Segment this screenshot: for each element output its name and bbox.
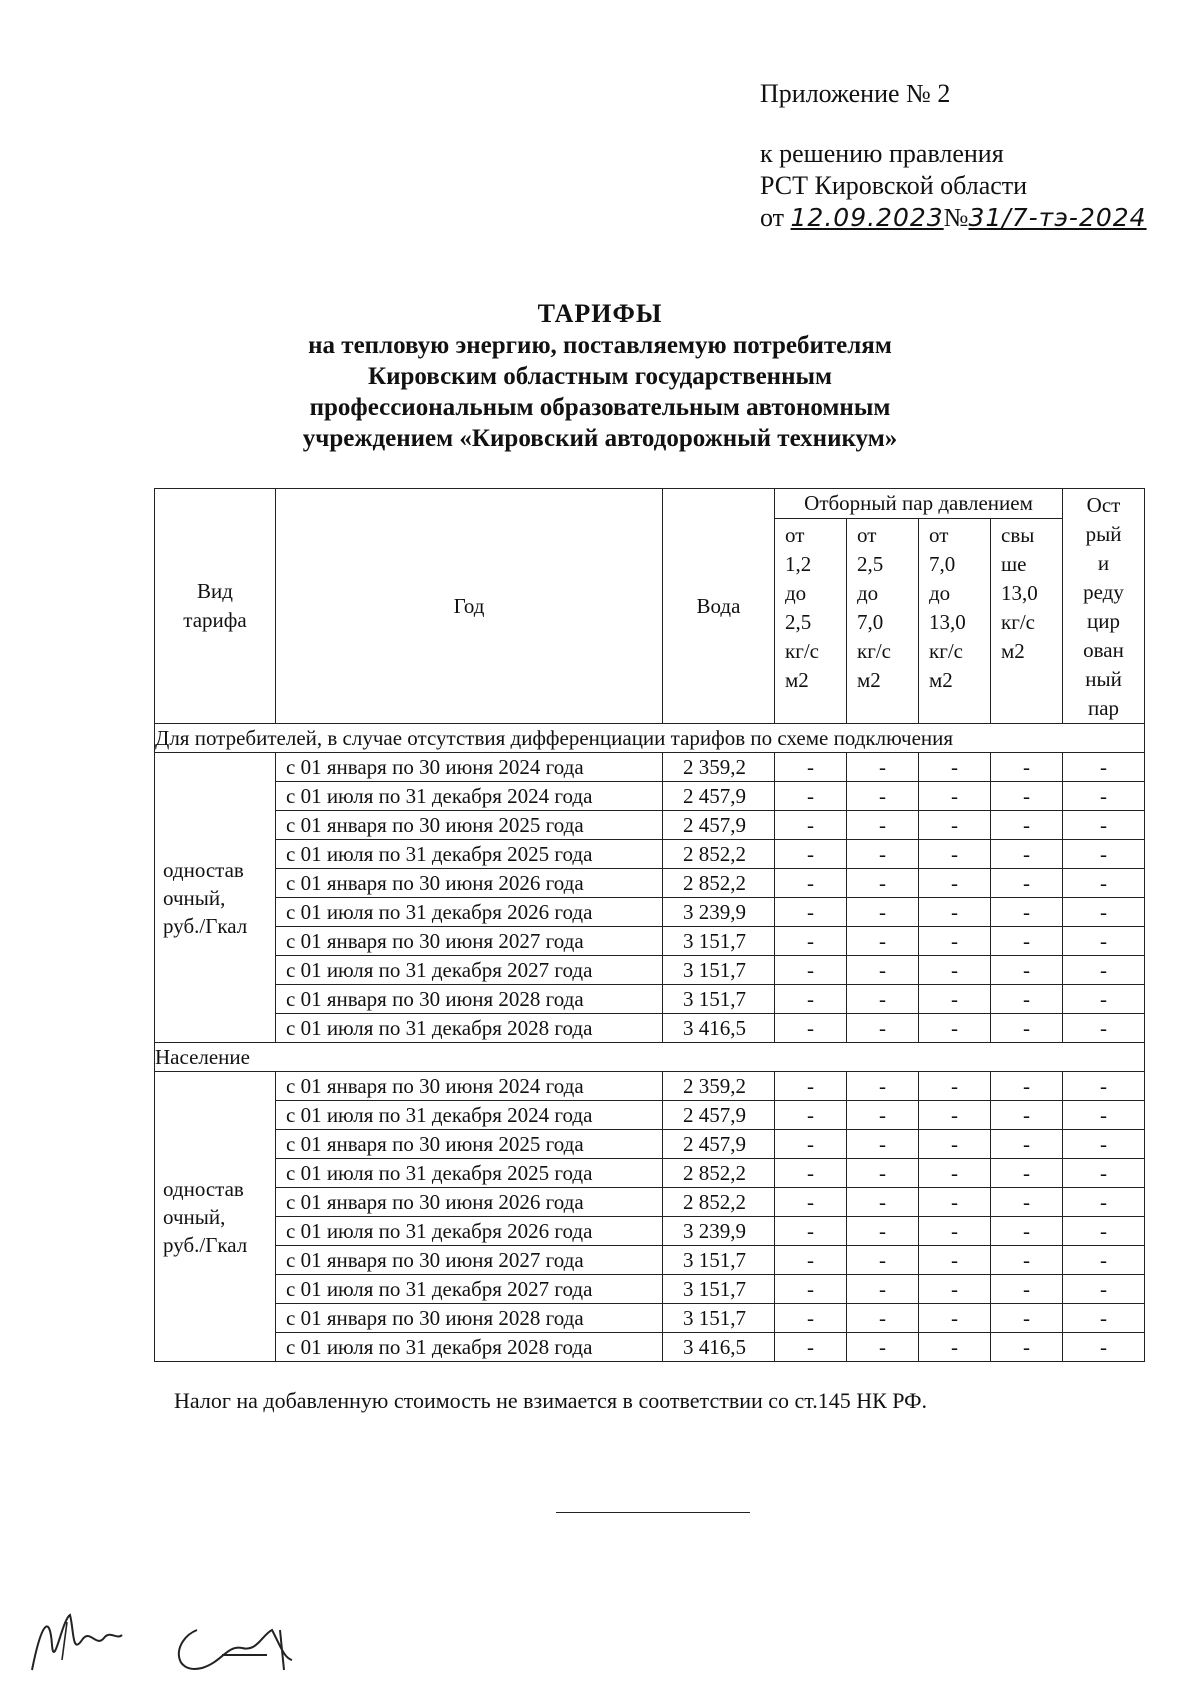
steam-cell: - <box>775 985 847 1014</box>
sharp-steam-cell: - <box>1063 1333 1145 1362</box>
water-tariff-cell: 2 852,2 <box>663 1159 775 1188</box>
table-row <box>155 1101 1145 1130</box>
appendix-date-line <box>760 202 1147 234</box>
water-tariff-cell: 3 239,9 <box>663 1217 775 1246</box>
steam-cell: - <box>847 1014 919 1043</box>
steam-cell: - <box>847 1101 919 1130</box>
period-cell: с 01 января по 30 июня 2027 года <box>276 927 663 956</box>
sharp-steam-cell: - <box>1063 927 1145 956</box>
steam-cell: - <box>775 1014 847 1043</box>
steam-cell: - <box>991 1130 1063 1159</box>
sharp-steam-cell: - <box>1063 1217 1145 1246</box>
table-row <box>155 1333 1145 1362</box>
steam-cell: - <box>775 1333 847 1362</box>
steam-cell: - <box>991 1159 1063 1188</box>
steam-cell: - <box>919 1275 991 1304</box>
water-tariff-cell: 2 457,9 <box>663 1101 775 1130</box>
sharp-steam-cell: - <box>1063 1304 1145 1333</box>
title-line-2: Кировским областным государственным <box>367 363 833 390</box>
table-body <box>155 724 1145 1362</box>
section-title: Для потребителей, в случае отсутствия дифференциации тарифов по схеме подключения <box>155 724 1145 753</box>
water-tariff-cell: 2 852,2 <box>663 869 775 898</box>
sharp-steam-cell: - <box>1063 1130 1145 1159</box>
steam-cell: - <box>847 927 919 956</box>
period-cell: с 01 июля по 31 декабря 2024 года <box>276 782 663 811</box>
water-tariff-cell: 3 151,7 <box>663 1275 775 1304</box>
water-tariff-cell: 3 151,7 <box>663 985 775 1014</box>
steam-cell: - <box>847 1072 919 1101</box>
steam-cell: - <box>919 811 991 840</box>
period-cell: с 01 июля по 31 декабря 2028 года <box>276 1333 663 1362</box>
period-cell: с 01 января по 30 июня 2025 года <box>276 1130 663 1159</box>
title-line-1: на тепловую энергию, поставляемую потребителям <box>308 332 892 359</box>
steam-cell: - <box>775 1101 847 1130</box>
steam-cell: - <box>991 1014 1063 1043</box>
vat-footnote: Налог на добавленную стоимость не взимается в соответствии со ст.145 НК РФ. <box>174 1388 928 1413</box>
table-row <box>155 927 1145 956</box>
table-header <box>155 489 1145 724</box>
steam-cell: - <box>991 1101 1063 1130</box>
steam-cell: - <box>775 1217 847 1246</box>
water-tariff-cell: 2 359,2 <box>663 1072 775 1101</box>
header-water: Вода <box>663 489 775 724</box>
water-tariff-cell: 3 416,5 <box>663 1333 775 1362</box>
separator-line <box>556 1512 750 1513</box>
steam-cell: - <box>991 1072 1063 1101</box>
table-row <box>155 1130 1145 1159</box>
steam-cell: - <box>847 840 919 869</box>
header-sharp-steam: Ост рый и реду цир ован ный пар <box>1063 489 1145 724</box>
steam-cell: - <box>775 927 847 956</box>
signatures-image <box>22 1600 322 1680</box>
header-steam-1: от 1,2 до 2,5 кг/с м2 <box>775 519 847 724</box>
section-row <box>155 1043 1145 1072</box>
steam-cell: - <box>919 1333 991 1362</box>
table-row <box>155 1072 1145 1101</box>
steam-cell: - <box>991 869 1063 898</box>
steam-cell: - <box>775 1159 847 1188</box>
steam-cell: - <box>991 1304 1063 1333</box>
steam-cell: - <box>919 1101 991 1130</box>
steam-cell: - <box>847 1159 919 1188</box>
sharp-steam-cell: - <box>1063 1188 1145 1217</box>
period-cell: с 01 июля по 31 декабря 2026 года <box>276 898 663 927</box>
sharp-steam-cell: - <box>1063 811 1145 840</box>
steam-cell: - <box>991 1246 1063 1275</box>
steam-cell: - <box>919 1217 991 1246</box>
sharp-steam-cell: - <box>1063 753 1145 782</box>
sharp-steam-cell: - <box>1063 869 1145 898</box>
steam-cell: - <box>919 1014 991 1043</box>
section-row <box>155 724 1145 753</box>
steam-cell: - <box>991 782 1063 811</box>
steam-cell: - <box>847 956 919 985</box>
steam-cell: - <box>847 811 919 840</box>
steam-cell: - <box>991 956 1063 985</box>
period-cell: с 01 июля по 31 декабря 2025 года <box>276 1159 663 1188</box>
steam-cell: - <box>991 1188 1063 1217</box>
table-row <box>155 869 1145 898</box>
steam-cell: - <box>775 869 847 898</box>
steam-cell: - <box>919 898 991 927</box>
steam-cell: - <box>847 782 919 811</box>
header-steam-2: от 2,5 до 7,0 кг/с м2 <box>847 519 919 724</box>
steam-cell: - <box>847 753 919 782</box>
steam-cell: - <box>847 869 919 898</box>
table-row <box>155 782 1145 811</box>
sharp-steam-cell: - <box>1063 1246 1145 1275</box>
period-cell: с 01 января по 30 июня 2024 года <box>276 1072 663 1101</box>
water-tariff-cell: 2 457,9 <box>663 782 775 811</box>
title-line-3: профессиональным образовательным автономным <box>309 394 891 421</box>
table-row <box>155 956 1145 985</box>
table-row <box>155 840 1145 869</box>
steam-cell: - <box>991 927 1063 956</box>
tariff-type-cell: одностав очный, руб./Гкал <box>155 753 276 1043</box>
steam-cell: - <box>991 1333 1063 1362</box>
period-cell: с 01 июля по 31 декабря 2026 года <box>276 1217 663 1246</box>
appendix-block <box>760 78 1147 234</box>
period-cell: с 01 января по 30 июня 2027 года <box>276 1246 663 1275</box>
section-title: Население <box>155 1043 1145 1072</box>
signature-2 <box>179 1630 292 1670</box>
steam-cell: - <box>775 1072 847 1101</box>
steam-cell: - <box>919 840 991 869</box>
water-tariff-cell: 3 151,7 <box>663 1246 775 1275</box>
steam-cell: - <box>919 956 991 985</box>
period-cell: с 01 января по 30 июня 2024 года <box>276 753 663 782</box>
water-tariff-cell: 2 457,9 <box>663 1130 775 1159</box>
decision-number: 31/7-тэ-2024 <box>968 203 1147 232</box>
steam-cell: - <box>991 840 1063 869</box>
table-row <box>155 985 1145 1014</box>
steam-cell: - <box>847 985 919 1014</box>
steam-cell: - <box>919 927 991 956</box>
period-cell: с 01 июля по 31 декабря 2027 года <box>276 1275 663 1304</box>
water-tariff-cell: 2 457,9 <box>663 811 775 840</box>
sharp-steam-cell: - <box>1063 1275 1145 1304</box>
date-prefix: от <box>760 203 791 232</box>
table-row <box>155 898 1145 927</box>
steam-cell: - <box>775 956 847 985</box>
steam-cell: - <box>919 1072 991 1101</box>
water-tariff-cell: 3 416,5 <box>663 1014 775 1043</box>
tariff-table <box>154 488 1145 1362</box>
period-cell: с 01 июля по 31 декабря 2027 года <box>276 956 663 985</box>
water-tariff-cell: 3 151,7 <box>663 956 775 985</box>
sharp-steam-cell: - <box>1063 782 1145 811</box>
steam-cell: - <box>847 1333 919 1362</box>
steam-cell: - <box>919 1130 991 1159</box>
steam-cell: - <box>775 1275 847 1304</box>
header-steam-group: Отборный пар давлением <box>775 489 1063 519</box>
sharp-steam-cell: - <box>1063 1101 1145 1130</box>
table-row <box>155 1304 1145 1333</box>
sharp-steam-cell: - <box>1063 985 1145 1014</box>
steam-cell: - <box>847 1188 919 1217</box>
period-cell: с 01 июля по 31 декабря 2024 года <box>276 1101 663 1130</box>
steam-cell: - <box>919 985 991 1014</box>
appendix-line-1: к решению правления <box>760 139 1004 168</box>
period-cell: с 01 июля по 31 декабря 2028 года <box>276 1014 663 1043</box>
title-line-4: учреждением «Кировский автодорожный техникум» <box>302 425 898 452</box>
tariff-type-cell: одностав очный, руб./Гкал <box>155 1072 276 1362</box>
water-tariff-cell: 2 852,2 <box>663 1188 775 1217</box>
steam-cell: - <box>775 1246 847 1275</box>
signature-1 <box>32 1615 122 1670</box>
number-prefix: № <box>943 203 969 232</box>
appendix-title: Приложение № 2 <box>760 79 951 108</box>
header-steam-3: от 7,0 до 13,0 кг/с м2 <box>919 519 991 724</box>
period-cell: с 01 июля по 31 декабря 2025 года <box>276 840 663 869</box>
steam-cell: - <box>847 1275 919 1304</box>
period-cell: с 01 января по 30 июня 2028 года <box>276 985 663 1014</box>
steam-cell: - <box>775 811 847 840</box>
steam-cell: - <box>775 840 847 869</box>
document-title <box>140 298 1060 454</box>
steam-cell: - <box>775 782 847 811</box>
steam-cell: - <box>919 782 991 811</box>
header-tariff-type: Вид тарифа <box>155 489 276 724</box>
steam-cell: - <box>775 898 847 927</box>
steam-cell: - <box>847 1217 919 1246</box>
sharp-steam-cell: - <box>1063 1014 1145 1043</box>
header-steam-4: свы ше 13,0 кг/с м2 <box>991 519 1063 724</box>
steam-cell: - <box>991 811 1063 840</box>
table-row <box>155 1014 1145 1043</box>
period-cell: с 01 января по 30 июня 2026 года <box>276 869 663 898</box>
steam-cell: - <box>919 753 991 782</box>
sharp-steam-cell: - <box>1063 1159 1145 1188</box>
table-row <box>155 1275 1145 1304</box>
steam-cell: - <box>991 1217 1063 1246</box>
steam-cell: - <box>847 1246 919 1275</box>
sharp-steam-cell: - <box>1063 956 1145 985</box>
steam-cell: - <box>919 869 991 898</box>
sharp-steam-cell: - <box>1063 1072 1145 1101</box>
steam-cell: - <box>847 898 919 927</box>
steam-cell: - <box>775 753 847 782</box>
steam-cell: - <box>847 1130 919 1159</box>
table-row <box>155 1217 1145 1246</box>
water-tariff-cell: 3 239,9 <box>663 898 775 927</box>
table-row <box>155 1159 1145 1188</box>
sharp-steam-cell: - <box>1063 898 1145 927</box>
steam-cell: - <box>919 1188 991 1217</box>
table-row <box>155 1246 1145 1275</box>
steam-cell: - <box>775 1130 847 1159</box>
steam-cell: - <box>991 985 1063 1014</box>
title-main: ТАРИФЫ <box>537 299 663 328</box>
table-row <box>155 1188 1145 1217</box>
table-row <box>155 753 1145 782</box>
sharp-steam-cell: - <box>1063 840 1145 869</box>
table-row <box>155 811 1145 840</box>
water-tariff-cell: 3 151,7 <box>663 927 775 956</box>
water-tariff-cell: 2 359,2 <box>663 753 775 782</box>
water-tariff-cell: 3 151,7 <box>663 1304 775 1333</box>
steam-cell: - <box>991 753 1063 782</box>
period-cell: с 01 января по 30 июня 2028 года <box>276 1304 663 1333</box>
steam-cell: - <box>919 1304 991 1333</box>
header-year: Год <box>276 489 663 724</box>
appendix-line-2: РСТ Кировской области <box>760 171 1028 200</box>
period-cell: с 01 января по 30 июня 2025 года <box>276 811 663 840</box>
steam-cell: - <box>847 1304 919 1333</box>
steam-cell: - <box>775 1304 847 1333</box>
decision-date: 12.09.2023 <box>790 203 944 232</box>
steam-cell: - <box>919 1159 991 1188</box>
steam-cell: - <box>775 1188 847 1217</box>
steam-cell: - <box>991 1275 1063 1304</box>
steam-cell: - <box>919 1246 991 1275</box>
period-cell: с 01 января по 30 июня 2026 года <box>276 1188 663 1217</box>
steam-cell: - <box>991 898 1063 927</box>
water-tariff-cell: 2 852,2 <box>663 840 775 869</box>
